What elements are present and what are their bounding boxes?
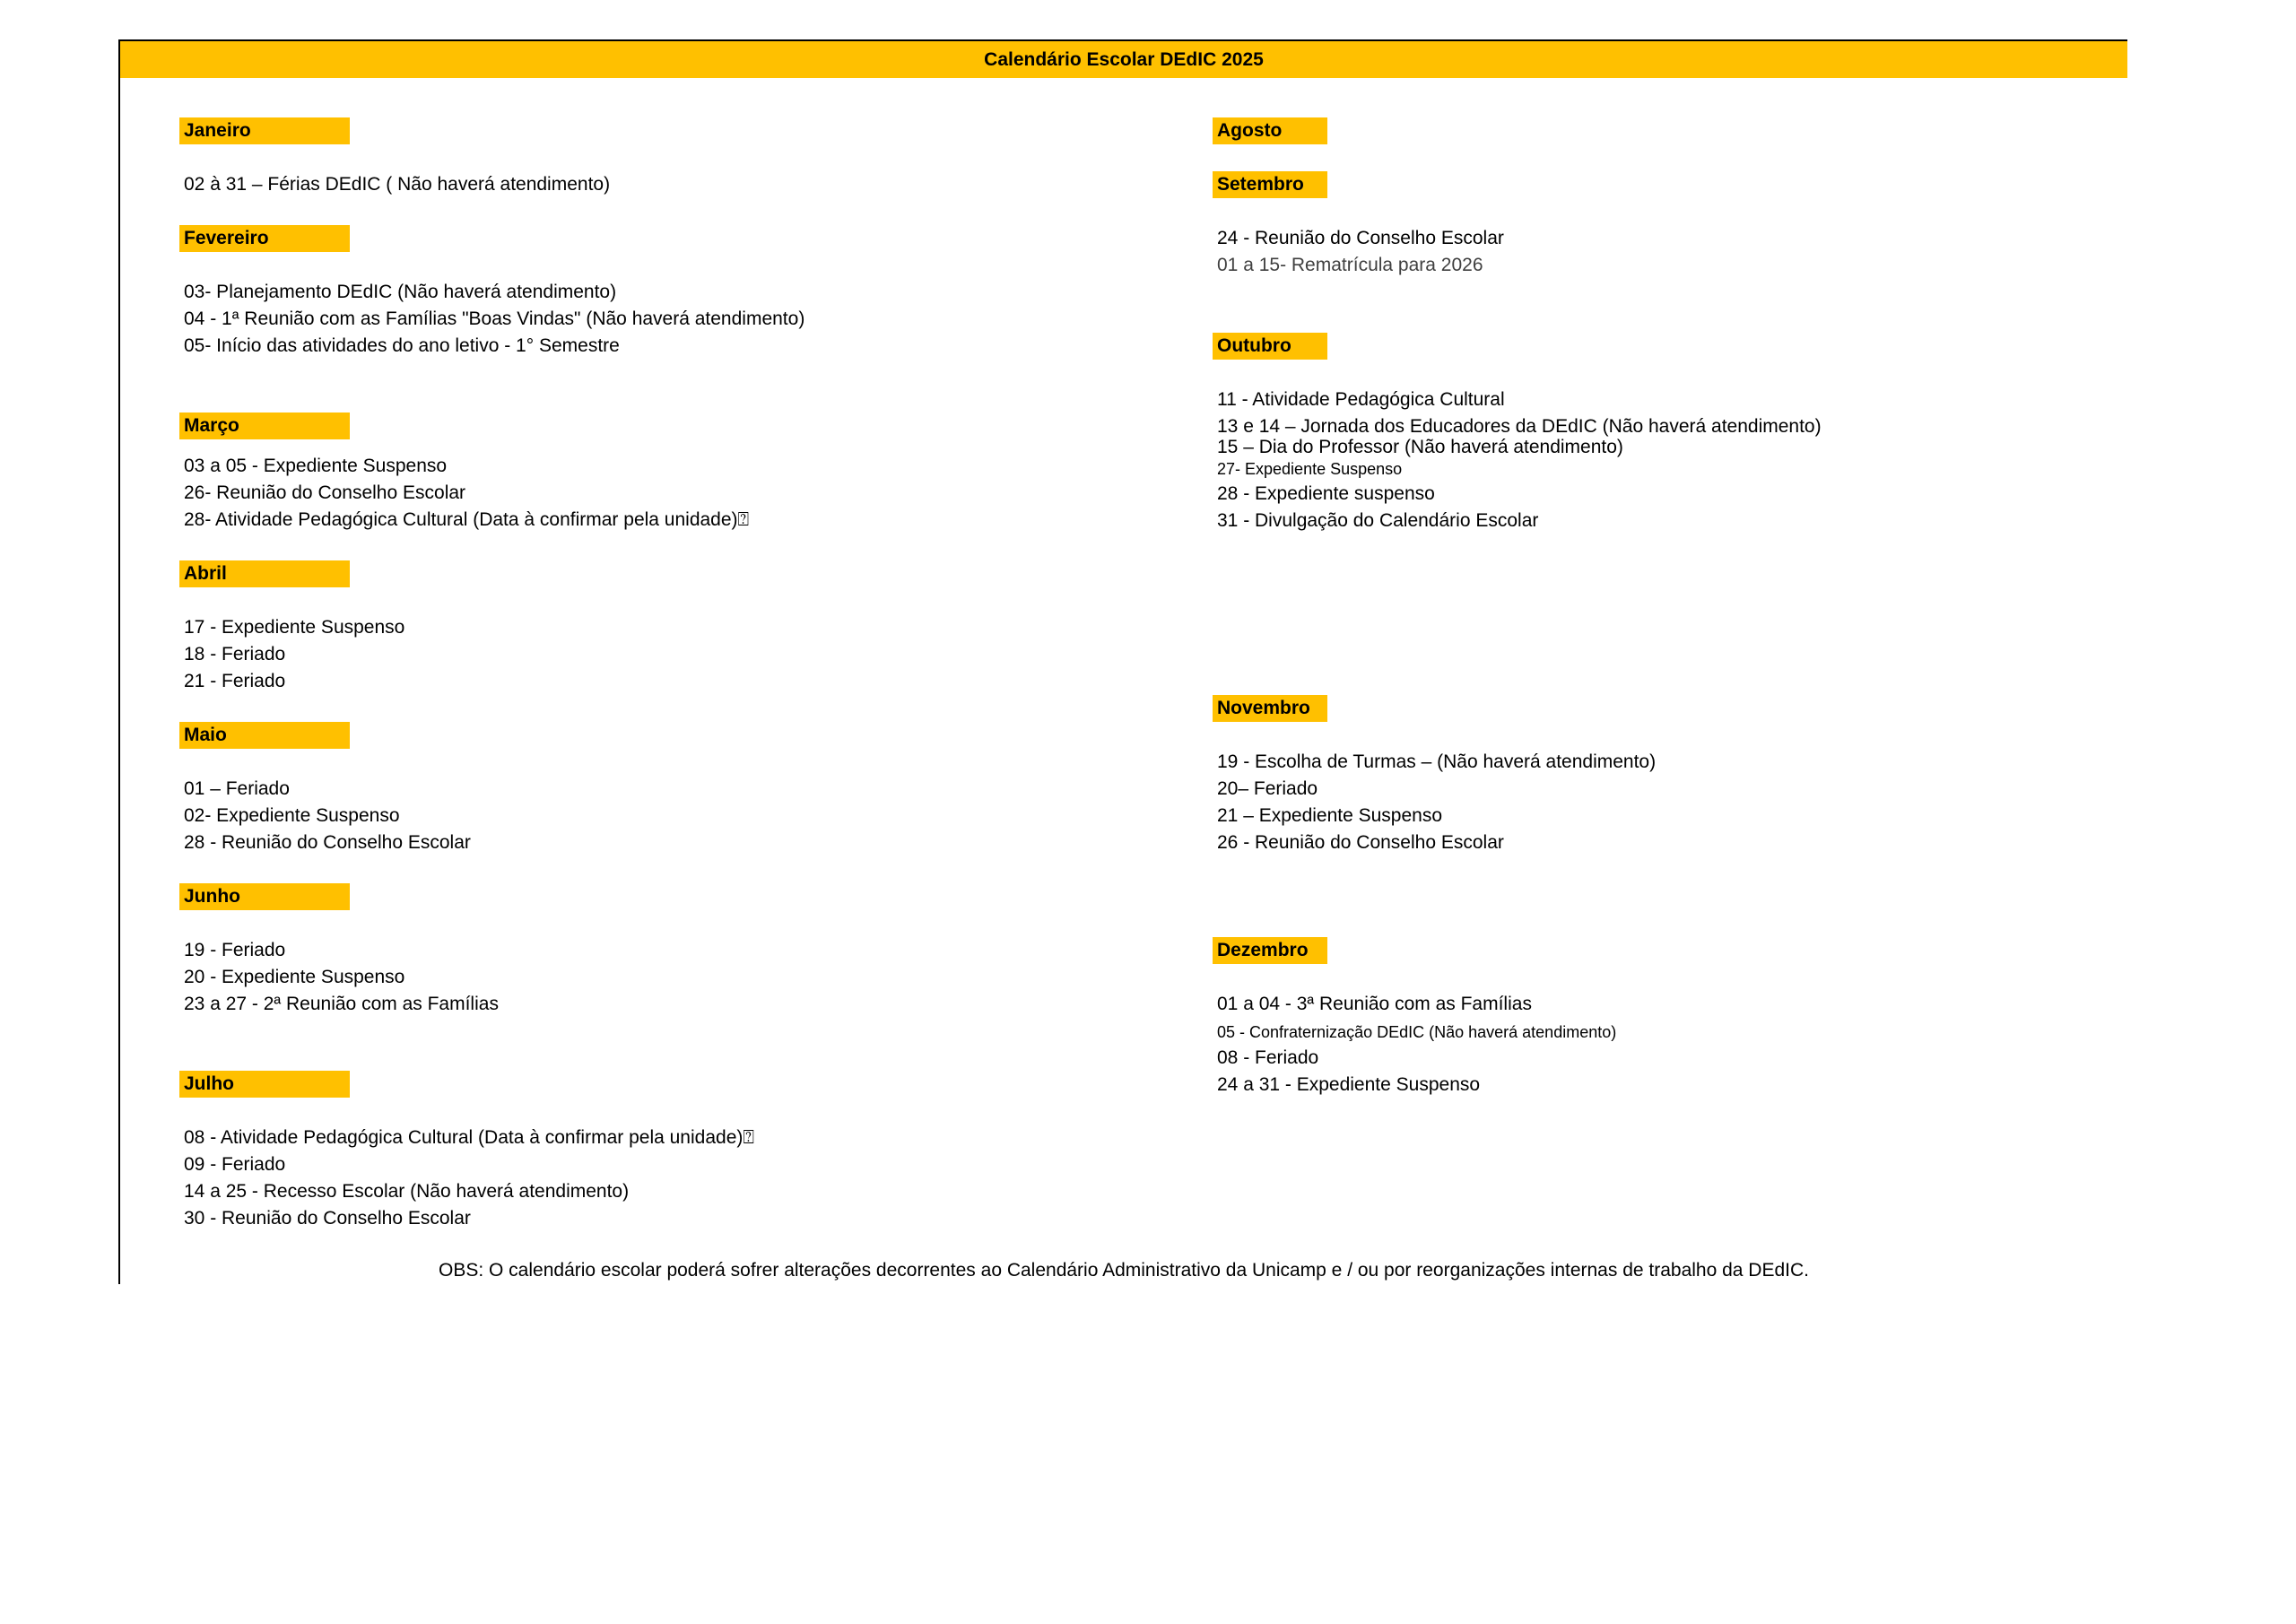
list-item: 05- Início das atividades do ano letivo - 1° Semestre: [184, 335, 620, 356]
list-item: 24 - Reunião do Conselho Escolar: [1217, 228, 1504, 248]
list-item: 02- Expediente Suspenso: [184, 805, 400, 826]
month-header-agosto: Agosto: [1213, 117, 1327, 144]
list-item: 28- Atividade Pedagógica Cultural (Data à confirmar pela unidade)⍰: [184, 509, 750, 530]
list-item: 17 - Expediente Suspenso: [184, 617, 405, 638]
list-item: 18 - Feriado: [184, 644, 286, 664]
list-item: 08 - Feriado: [1217, 1047, 1319, 1068]
month-header-novembro: Novembro: [1213, 695, 1327, 722]
page-title: Calendário Escolar DEdIC 2025: [120, 41, 2127, 78]
footnote: OBS: O calendário escolar poderá sofrer alterações decorrentes ao Calendário Administrativo da Unicamp e / ou por reorganizações internas de trabalho da DEdIC.: [439, 1260, 1809, 1281]
list-item: 30 - Reunião do Conselho Escolar: [184, 1208, 471, 1229]
list-item: 21 – Expediente Suspenso: [1217, 805, 1443, 826]
list-item: 26 - Reunião do Conselho Escolar: [1217, 832, 1504, 853]
list-item: 27- Expediente Suspenso: [1217, 460, 1403, 478]
list-item: 19 - Escolha de Turmas – (Não haverá atendimento): [1217, 751, 1657, 772]
list-item: 19 - Feriado: [184, 940, 286, 960]
list-item: 21 - Feriado: [184, 671, 286, 691]
month-header-junho: Junho: [179, 883, 350, 910]
list-item: 15 – Dia do Professor (Não haverá atendimento): [1217, 437, 1623, 457]
list-item: 26- Reunião do Conselho Escolar: [184, 482, 466, 503]
list-item: 23 a 27 - 2ª Reunião com as Famílias: [184, 994, 499, 1014]
month-header-outubro: Outubro: [1213, 333, 1327, 360]
list-item: 08 - Atividade Pedagógica Cultural (Data à confirmar pela unidade)⍰: [184, 1127, 754, 1148]
list-item: 01 a 15- Rematrícula para 2026: [1217, 255, 1483, 275]
list-item: 28 - Reunião do Conselho Escolar: [184, 832, 471, 853]
month-header-dezembro: Dezembro: [1213, 937, 1327, 964]
list-item: 03 a 05 - Expediente Suspenso: [184, 456, 448, 476]
list-item: 24 a 31 - Expediente Suspenso: [1217, 1074, 1481, 1095]
list-item: 04 - 1ª Reunião com as Famílias "Boas Vindas" (Não haverá atendimento): [184, 308, 805, 329]
list-item: 03- Planejamento DEdIC (Não haverá atendimento): [184, 282, 617, 302]
month-header-fevereiro: Fevereiro: [179, 225, 350, 252]
list-item: 05 - Confraternização DEdIC (Não haverá atendimento): [1217, 1023, 1617, 1041]
list-item: 11 - Atividade Pedagógica Cultural: [1217, 389, 1505, 410]
month-header-marco: Março: [179, 413, 350, 439]
list-item: 28 - Expediente suspenso: [1217, 483, 1435, 504]
list-item: 20– Feriado: [1217, 778, 1318, 799]
list-item: 14 a 25 - Recesso Escolar (Não haverá atendimento): [184, 1181, 630, 1202]
frame-left-border: [118, 39, 120, 1284]
list-item: 31 - Divulgação do Calendário Escolar: [1217, 510, 1539, 531]
month-header-janeiro: Janeiro: [179, 117, 350, 144]
list-item: 01 a 04 - 3ª Reunião com as Famílias: [1217, 994, 1532, 1014]
month-header-abril: Abril: [179, 560, 350, 587]
month-header-setembro: Setembro: [1213, 171, 1327, 198]
list-item: 13 e 14 – Jornada dos Educadores da DEdIC (Não haverá atendimento): [1217, 416, 1822, 437]
list-item: 01 – Feriado: [184, 778, 290, 799]
list-item: 20 - Expediente Suspenso: [184, 967, 405, 987]
list-item: 09 - Feriado: [184, 1154, 286, 1175]
list-item: 02 à 31 – Férias DEdIC ( Não haverá atendimento): [184, 174, 611, 195]
month-header-julho: Julho: [179, 1071, 350, 1098]
month-header-maio: Maio: [179, 722, 350, 749]
